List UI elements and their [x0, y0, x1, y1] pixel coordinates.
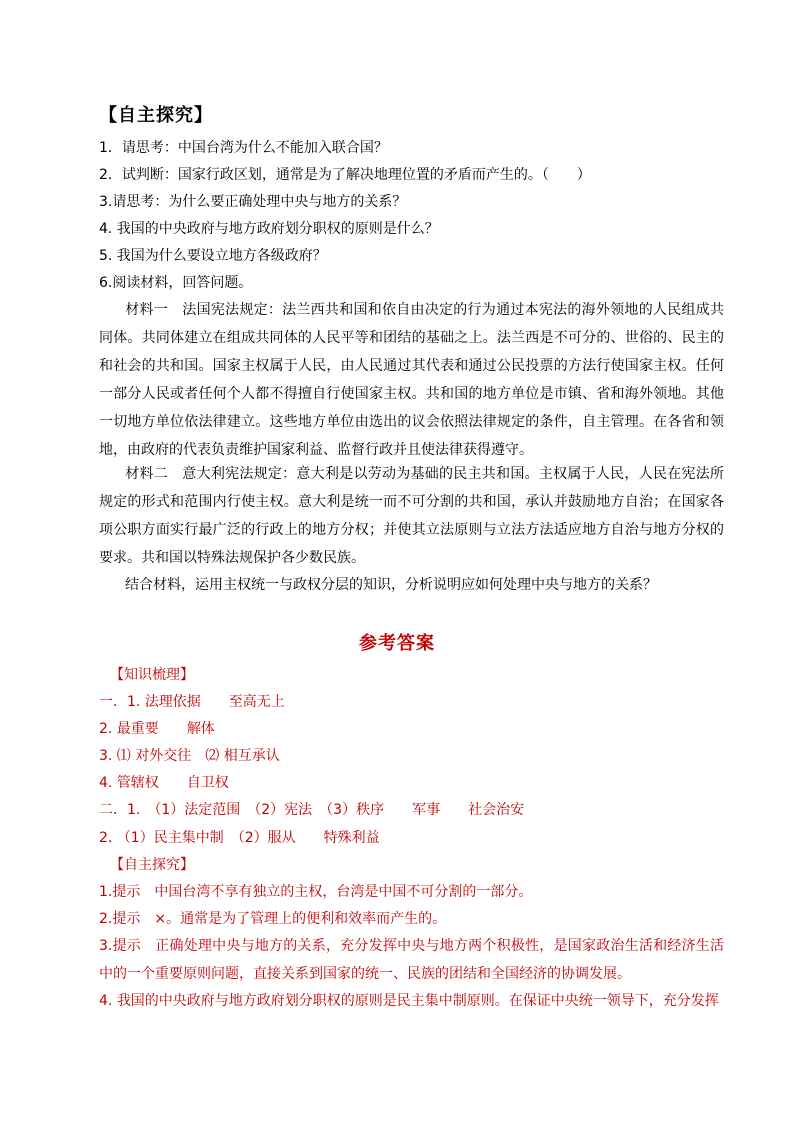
question-5: 5. 我国为什么要设立地方各级政府？: [99, 248, 327, 264]
material-2-text: 材料二 意大利宪法规定：意大利是以劳动为基础的民主共和国。主权属于人民，人民在宪法所规定的形式和范围内行使主权。意大利是统一而不可分割的共和国，承认并鼓励地方自治；在国家各项公职方面实行最广泛的行政上的地方分权；并使其立法原则与立法方法适应地方自治与地方分权的要求。共和国以特殊法规保护各少数民族。: [99, 466, 724, 566]
section-heading-explore: 【自主探究】: [99, 105, 213, 126]
material-2: [99, 460, 724, 572]
knowledge-item-1-b: 至高无上: [228, 694, 285, 710]
knowledge-item-4-a: 管辖权: [116, 775, 159, 791]
explore-answer-heading: 【自主探究】: [110, 857, 194, 873]
material-1: [99, 296, 724, 464]
analysis-question-text: 结合材料，运用主权统一与政权分层的知识，分析说明应如何处理中央与地方的关系？: [125, 577, 657, 593]
knowledge-item-1: [99, 692, 285, 712]
knowledge-item-2-a: 最重要: [116, 721, 159, 737]
knowledge-item-6: 2. （1）民主集中制 （2）服从 特殊利益: [99, 830, 380, 846]
question-3: 3.请思考：为什么要正确处理中央与地方的关系？: [99, 194, 407, 210]
knowledge-item-1-prefix: 一．1.: [99, 694, 141, 710]
explore-answer-3: [99, 932, 724, 988]
knowledge-item-1-a: 法理依据: [144, 694, 201, 710]
explore-answer-1: 1.提示 中国台湾不享有独立的主权，台湾是中国不可分割的一部分。: [99, 884, 533, 900]
knowledge-heading: 【知识梳理】: [110, 667, 194, 683]
knowledge-item-4-prefix: 4.: [99, 775, 113, 791]
knowledge-item-2-b: 解体: [186, 721, 215, 737]
knowledge-item-5: 二．1. （1）法定范围 （2）宪法 （3）秩序 军事 社会治安: [99, 802, 525, 818]
explore-answer-4-text: 我国的中央政府与地方政府划分职权的原则是民主集中制原则。在保证中央统一领导下，充分发挥: [116, 993, 719, 1009]
material-1-text: 材料一 法国宪法规定：法兰西共和国和依自由决定的行为通过本宪法的海外领地的人民组成共同体。共同体建立在组成共同体的人民平等和团结的基础之上。法兰西是不可分的、世俗的、民主的和社会的共和国。国家主权属于人民，由人民通过其代表和通过公民投票的方法行使国家主权。任何一部分人民或者任何个人都不得擅自行使国家主权。共和国的地方单位是市镇、省和海外领地。其他一切地方单位依法律建立。这些地方单位由选出的议会依照法律规定的条件，自主管理。在各省和领地，由政府的代表负责维护国家利益、监督行政并且使法律获得遵守。: [99, 302, 724, 458]
explore-answer-2: 2.提示 ×。通常是为了管理上的便利和效率而产生的。: [99, 911, 447, 927]
knowledge-item-3: 3. ⑴ 对外交往 ⑵ 相互承认: [99, 748, 280, 764]
explore-answer-4-number: 4.: [99, 993, 113, 1009]
knowledge-item-4-b: 自卫权: [186, 775, 229, 791]
answer-title: 参考答案: [359, 633, 435, 654]
knowledge-item-4: [99, 773, 229, 793]
question-2: 2．试判断：国家行政区划，通常是为了解决地理位置的矛盾而产生的。（ ）: [99, 167, 591, 183]
question-6: 6.阅读材料，回答问题。: [99, 275, 253, 291]
question-1: 1．请思考：中国台湾为什么不能加入联合国？: [99, 140, 388, 156]
analysis-question: [99, 571, 724, 599]
explore-answer-4: [99, 991, 719, 1011]
explore-answer-3-text: 3.提示 正确处理中央与地方的关系，充分发挥中央与地方两个积极性，是国家政治生活和经济生活中的一个重要原则问题，直接关系到国家的统一、民族的团结和全国经济的协调发展。: [99, 938, 724, 982]
question-4: 4. 我国的中央政府与地方政府划分职权的原则是什么？: [99, 221, 439, 237]
knowledge-item-2: [99, 719, 215, 739]
knowledge-item-2-prefix: 2.: [99, 721, 113, 737]
